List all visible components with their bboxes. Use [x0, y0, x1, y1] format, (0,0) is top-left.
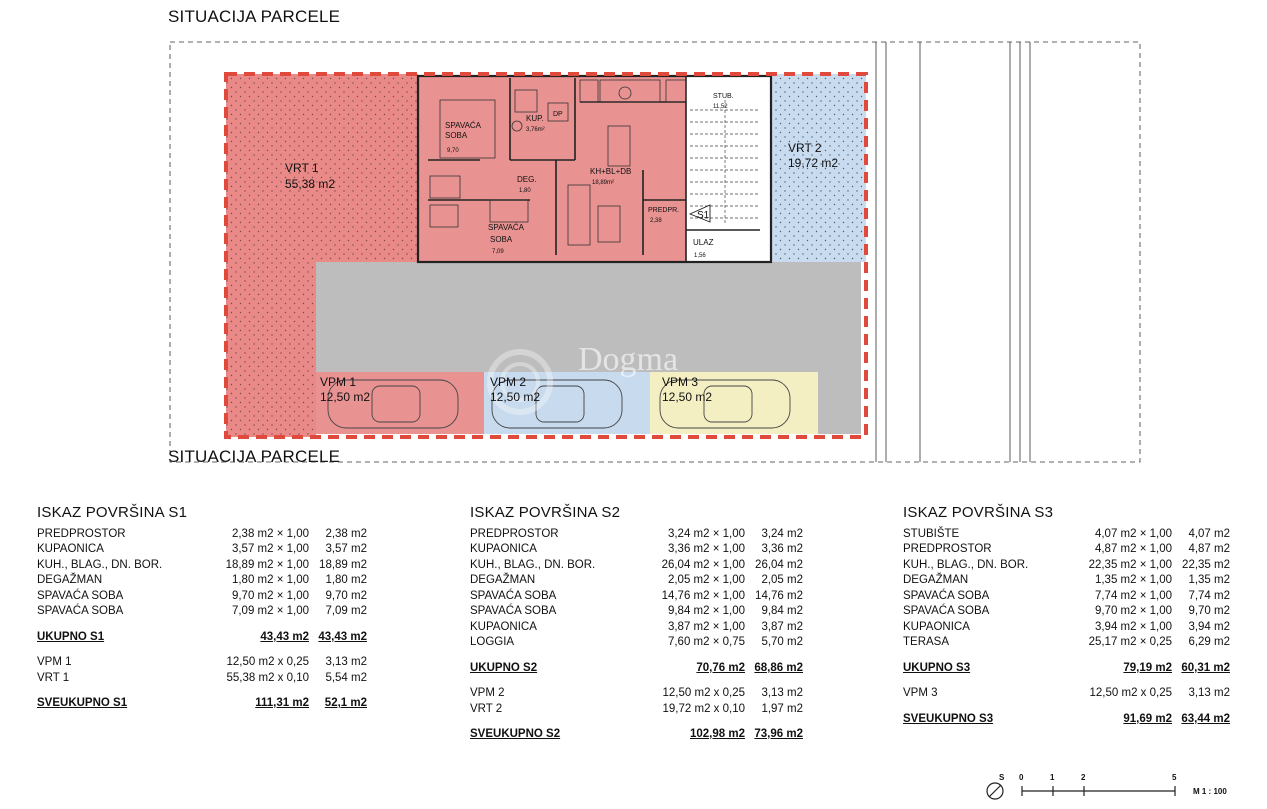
row-label: SVEUKUPNO S3 [903, 712, 994, 725]
vpm3-name: VPM 3 [662, 375, 699, 389]
room-soba2: SOBA [490, 235, 513, 244]
row-label: PREDPROSTOR [903, 543, 992, 555]
row-label: STUBIŠTE [903, 527, 960, 540]
table-row [470, 542, 803, 558]
row-formula: 26,04 m2 × 1,00 [661, 558, 745, 571]
table-row [470, 527, 803, 543]
table-row [470, 686, 803, 702]
row-formula: 12,50 m2 x 0,25 [662, 687, 745, 699]
table-row [903, 620, 1230, 636]
row-formula: 9,70 m2 × 1,00 [1094, 605, 1172, 617]
row-label: SPAVAĆA SOBA [903, 589, 990, 602]
table-row [470, 727, 803, 743]
room-dp: DP [553, 111, 563, 118]
scale-tick-5: 5 [1172, 773, 1177, 782]
table-row [37, 671, 367, 687]
row-formula: 19,72 m2 x 0,10 [662, 702, 745, 715]
table-row [470, 573, 803, 589]
row-formula: 4,87 m2 × 1,00 [1094, 543, 1172, 555]
table-row [470, 635, 803, 651]
row-formula: 18,89 m2 × 1,00 [225, 558, 309, 571]
row-formula: 7,09 m2 × 1,00 [231, 605, 309, 617]
row-value: 60,31 m2 [1181, 661, 1230, 674]
row-value: 3,13 m2 [761, 687, 803, 699]
room-predpr-area: 2,38 [650, 218, 662, 224]
table-row [37, 604, 367, 620]
row-value: 7,74 m2 [1188, 589, 1230, 602]
area-table-s1 [37, 505, 367, 712]
table-row [903, 542, 1230, 558]
table-row [37, 589, 367, 605]
row-formula: 25,17 m2 × 0,25 [1088, 636, 1172, 648]
row-label: SPAVAĆA SOBA [470, 605, 557, 617]
vpm2-name: VPM 2 [490, 375, 527, 389]
table-row [903, 527, 1230, 543]
table-row [903, 686, 1230, 702]
table-row [903, 573, 1230, 589]
room-kh-area: 18,89m² [592, 180, 615, 186]
row-label: KUH., BLAG., DN. BOR. [903, 558, 1029, 571]
row-value: 5,54 m2 [325, 671, 367, 684]
room-soba1: SOBA [445, 131, 468, 140]
room-spavaca2: SPAVAĆA [488, 223, 525, 232]
row-label: DEGAŽMAN [903, 574, 969, 586]
vrt2-area: 19,72 m2 [788, 156, 839, 170]
table-row [470, 604, 803, 620]
row-label: VPM 1 [37, 656, 72, 668]
stair-area [686, 76, 771, 262]
room-spavaca1-area: 9,70 [447, 148, 459, 154]
table-row [470, 702, 803, 718]
row-label: SVEUKUPNO S1 [37, 697, 128, 709]
row-value: 3,57 m2 [325, 543, 367, 555]
row-formula: 2,05 m2 × 1,00 [667, 574, 745, 586]
vpm1-name: VPM 1 [320, 375, 357, 389]
room-ulaz-area: 1,56 [694, 253, 706, 259]
row-formula: 22,35 m2 × 1,00 [1088, 558, 1172, 571]
table-row [37, 527, 367, 543]
row-value: 63,44 m2 [1181, 712, 1230, 725]
room-deg: DEG. [517, 175, 537, 184]
row-value: 1,97 m2 [761, 702, 803, 715]
row-value: 18,89 m2 [319, 558, 367, 571]
room-stub-area: 11,52 [713, 104, 728, 110]
room-kup-area: 3,76m² [526, 127, 545, 133]
row-value: 22,35 m2 [1182, 558, 1230, 571]
table-row [903, 661, 1230, 677]
row-label: SPAVAĆA SOBA [37, 589, 124, 602]
scale-tick-1: 1 [1050, 773, 1055, 782]
row-label: PREDPROSTOR [37, 527, 126, 540]
room-kh: KH+BL+DB [590, 167, 632, 176]
watermark-text: Dogma [578, 341, 679, 378]
table-row [470, 620, 803, 636]
table-row [903, 604, 1230, 620]
table-row [37, 558, 367, 574]
row-formula: 14,76 m2 × 1,00 [661, 589, 745, 602]
area-table-s3 [903, 505, 1230, 727]
row-label: PREDPROSTOR [470, 527, 559, 540]
row-label: DEGAŽMAN [37, 574, 103, 586]
row-label: KUPAONICA [903, 620, 970, 633]
row-label: KUPAONICA [470, 620, 537, 633]
row-value: 1,35 m2 [1188, 574, 1230, 586]
row-formula: 79,19 m2 [1123, 661, 1172, 674]
row-formula: 12,50 m2 x 0,25 [226, 656, 309, 668]
row-label: KUPAONICA [37, 543, 104, 555]
row-formula: 91,69 m2 [1123, 712, 1172, 725]
road-lines [876, 42, 1030, 462]
row-value: 73,96 m2 [754, 728, 803, 740]
plan-title-bottom: SITUACIJA PARCELE [168, 447, 341, 466]
room-kup: KUP. [526, 114, 544, 123]
scale-tick-2: 2 [1081, 773, 1086, 782]
row-label: VRT 1 [37, 671, 70, 684]
row-formula: 3,24 m2 × 1,00 [667, 527, 745, 540]
row-formula: 9,84 m2 × 1,00 [667, 605, 745, 617]
row-formula: 55,38 m2 x 0,10 [226, 671, 309, 684]
scale-tick-0: 0 [1019, 773, 1024, 782]
row-value: 26,04 m2 [755, 558, 803, 571]
row-value: 5,70 m2 [761, 636, 803, 648]
north-label: S [999, 773, 1005, 782]
table-row [37, 655, 367, 671]
row-label: VRT 2 [470, 702, 503, 715]
room-predpr: PREDPR. [648, 207, 680, 214]
unit-s1-interior [418, 76, 686, 262]
row-value: 4,87 m2 [1188, 543, 1230, 555]
room-ulaz: ULAZ [693, 238, 714, 247]
row-value: 9,84 m2 [761, 605, 803, 617]
row-formula: 2,38 m2 × 1,00 [231, 527, 309, 540]
vrt2-name: VRT 2 [788, 141, 822, 155]
table-title: ISKAZ POVRŠINA S3 [903, 504, 1054, 521]
row-label: KUH., BLAG., DN. BOR. [470, 558, 596, 571]
table-row [903, 589, 1230, 605]
row-formula: 3,87 m2 × 1,00 [667, 620, 745, 633]
row-label: TERASA [903, 636, 950, 648]
unit-s1-label: S1 [697, 210, 710, 221]
row-label: VPM 3 [903, 687, 938, 699]
vpm1-area: 12,50 m2 [320, 390, 371, 404]
table-row [37, 573, 367, 589]
row-label: DEGAŽMAN [470, 574, 536, 586]
room-stub: STUB. [713, 93, 734, 100]
row-formula: 102,98 m2 [690, 728, 745, 740]
room-deg-area: 1,80 [519, 188, 531, 194]
table-row [37, 630, 367, 646]
row-label: UKUPNO S1 [37, 630, 105, 643]
row-label: LOGGIA [470, 636, 515, 648]
row-formula: 70,76 m2 [696, 661, 745, 674]
table-row [903, 712, 1230, 728]
row-formula: 43,43 m2 [260, 630, 309, 643]
row-label: KUPAONICA [470, 543, 537, 555]
row-value: 7,09 m2 [325, 605, 367, 617]
row-formula: 3,94 m2 × 1,00 [1094, 620, 1172, 633]
row-value: 68,86 m2 [754, 661, 803, 674]
table-row [470, 558, 803, 574]
row-label: SPAVAĆA SOBA [37, 605, 124, 617]
table-row [470, 589, 803, 605]
scale-bar [987, 783, 1175, 799]
plan-title: SITUACIJA PARCELE [168, 7, 341, 26]
row-value: 3,36 m2 [761, 543, 803, 555]
scale-ratio: M 1 : 100 [1193, 787, 1227, 796]
table-title: ISKAZ POVRŠINA S2 [470, 504, 621, 521]
row-label: UKUPNO S3 [903, 661, 971, 674]
row-label: SVEUKUPNO S2 [470, 728, 561, 740]
row-value: 2,05 m2 [761, 574, 803, 586]
row-value: 1,80 m2 [325, 574, 367, 586]
table-row [903, 558, 1230, 574]
vrt1-name: VRT 1 [285, 161, 319, 175]
row-formula: 111,31 m2 [255, 697, 309, 709]
row-formula: 1,35 m2 × 1,00 [1094, 574, 1172, 586]
area-table-s2 [470, 505, 803, 743]
row-formula: 4,07 m2 × 1,00 [1094, 527, 1172, 540]
row-value: 3,24 m2 [761, 527, 803, 540]
vrt1-area: 55,38 m2 [285, 177, 336, 191]
vpm2-area: 12,50 m2 [490, 390, 541, 404]
table-row [903, 635, 1230, 651]
table-row [37, 542, 367, 558]
row-value: 6,29 m2 [1188, 636, 1230, 648]
table-title: ISKAZ POVRŠINA S1 [37, 504, 188, 521]
row-formula: 7,60 m2 × 0,75 [667, 636, 745, 648]
row-value: 14,76 m2 [755, 589, 803, 602]
vpm3-area: 12,50 m2 [662, 390, 713, 404]
row-formula: 12,50 m2 x 0,25 [1089, 687, 1172, 699]
row-value: 9,70 m2 [325, 589, 367, 602]
row-formula: 3,36 m2 × 1,00 [667, 543, 745, 555]
row-label: SPAVAĆA SOBA [470, 589, 557, 602]
row-label: KUH., BLAG., DN. BOR. [37, 558, 163, 571]
row-value: 4,07 m2 [1188, 527, 1230, 540]
table-row [37, 696, 367, 712]
row-formula: 9,70 m2 × 1,00 [231, 589, 309, 602]
row-label: SPAVAĆA SOBA [903, 605, 990, 617]
row-formula: 3,57 m2 × 1,00 [231, 543, 309, 555]
row-value: 3,87 m2 [761, 620, 803, 633]
row-value: 2,38 m2 [325, 527, 367, 540]
row-value: 43,43 m2 [318, 630, 367, 643]
row-value: 9,70 m2 [1188, 605, 1230, 617]
room-spavaca1: SPAVAĆA [445, 121, 482, 130]
row-label: VPM 2 [470, 687, 505, 699]
table-row [470, 661, 803, 677]
row-value: 3,94 m2 [1188, 620, 1230, 633]
row-formula: 7,74 m2 × 1,00 [1094, 589, 1172, 602]
row-value: 52,1 m2 [324, 697, 367, 709]
row-value: 3,13 m2 [1188, 687, 1230, 699]
row-formula: 1,80 m2 × 1,00 [231, 574, 309, 586]
row-value: 3,13 m2 [325, 656, 367, 668]
room-spavaca2-area: 7,09 [492, 249, 504, 255]
row-label: UKUPNO S2 [470, 661, 538, 674]
